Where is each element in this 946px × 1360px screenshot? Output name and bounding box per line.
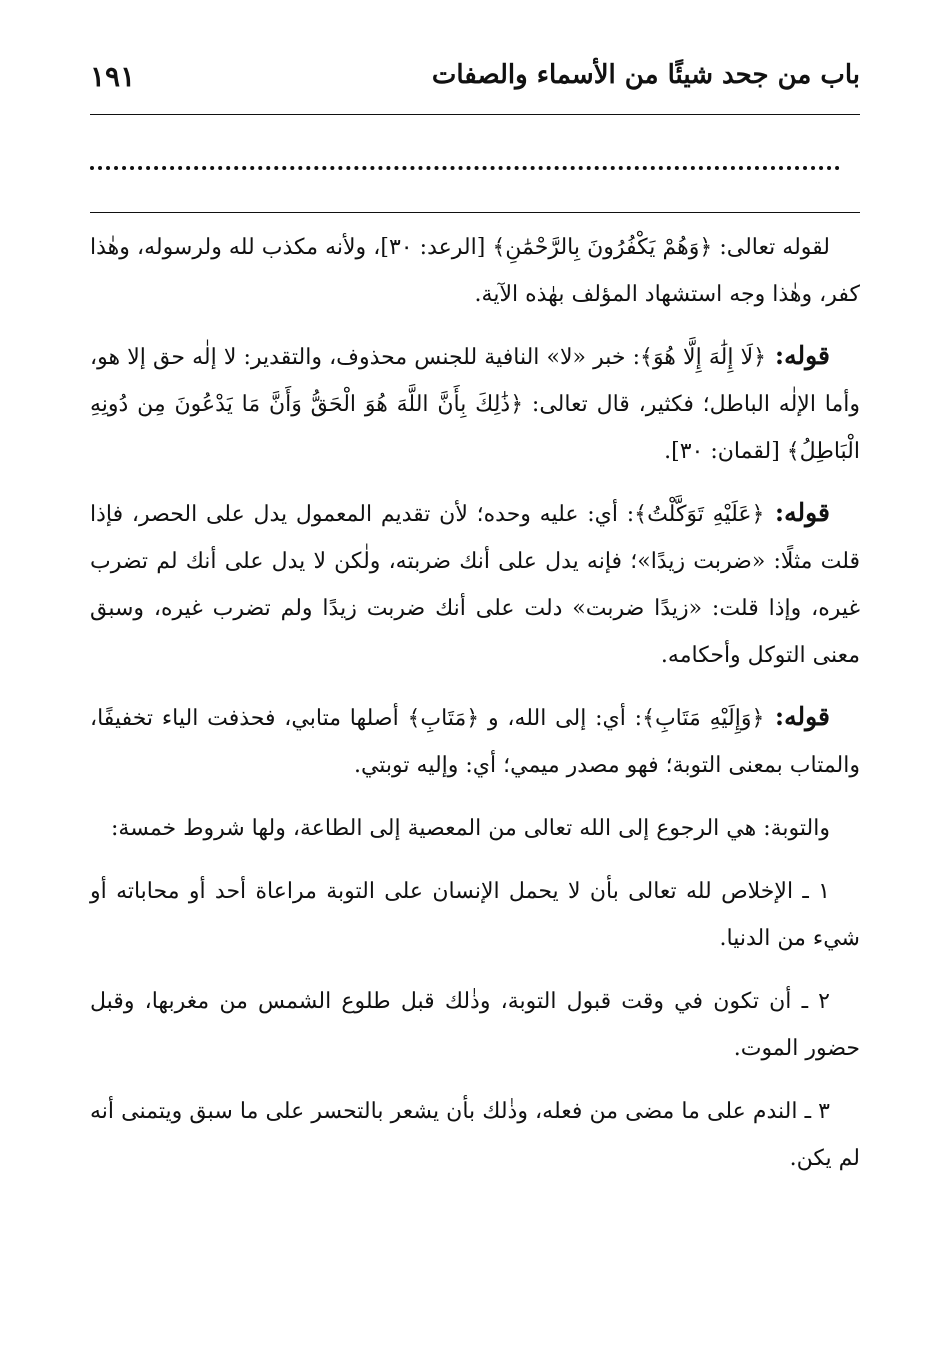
chapter-title: باب من جحد شيئًا من الأسماء والصفات: [431, 60, 860, 90]
paragraph: [90, 693, 860, 789]
paragraph-text: ٣ ـ الندم على ما مضى من فعله، وذٰلك بأن يشعر بالتحسر على ما سبق ويتمنى أنه لم يكن.: [90, 1099, 860, 1171]
paragraph-lead: قوله:: [764, 498, 830, 527]
paragraph-lead: قوله:: [764, 702, 830, 731]
dotted-separator: [90, 166, 840, 170]
paragraph-text: ﴿وَإِلَيْهِ مَتَابِ﴾: أي: إلى الله، و ﴿مَتَابِ﴾ أصلها متابي، فحذفت الياء تخفيفًا، والمتاب بمعنى التوبة؛ فهو مصدر ميمي؛ أي: وإليه توبتي.: [90, 706, 860, 778]
paragraph-text: ٢ ـ أن تكون في وقت قبول التوبة، وذٰلك قبل طلوع الشمس من مغربها، وقبل حضور الموت.: [90, 989, 860, 1061]
list-item: [90, 866, 860, 962]
paragraph-text: والتوبة: هي الرجوع إلى الله تعالى من المعصية إلى الطاعة، ولها شروط خمسة:: [111, 816, 830, 841]
paragraph: [90, 803, 860, 852]
paragraph-text: ﴿عَلَيْهِ تَوَكَّلْتُ﴾: أي: عليه وحده؛ لأن تقديم المعمول يدل على الحصر، فإذا قلت مثلًا: «ضربت زيدًا»؛ فإنه يدل على أنك ضربته، ولٰكن لا يدل على أنك لم تضرب غيره، وإذا قلت: «زيدًا ضربت» دلت على أنك ضربت زيدًا ولم تضرب غيره، وسبق معنى التوكل وأحكامه.: [90, 502, 861, 668]
paragraph: [90, 332, 860, 475]
paragraph-text: ﴿لَا إِلَٰهَ إِلَّا هُوَ﴾: خبر «لا» النافية للجنس محذوف، والتقدير: لا إلٰه حق إلا هو، وأما الإلٰه الباطل؛ فكثير، قال تعالى: ﴿ذَٰلِكَ بِأَنَّ اللَّهَ هُوَ الْحَقُّ وَأَنَّ مَا يَدْعُونَ مِن دُونِهِ الْبَاطِلُ﴾ [لقمان: ٣٠].: [90, 345, 860, 464]
page-number: ١٩١: [90, 60, 136, 93]
list-item: [90, 1086, 860, 1182]
book-page: [90, 0, 860, 1360]
paragraph-text: لقوله تعالى: ﴿وَهُمْ يَكْفُرُونَ بِالرَّحْمَٰنِ﴾ [الرعد: ٣٠]، ولأنه مكذب لله ولرسوله، وهٰذا كفر، وهٰذا وجه استشهاد المؤلف بهٰذه الآية.: [90, 235, 860, 307]
header-rule: [90, 114, 860, 115]
paragraph-lead: قوله:: [766, 341, 830, 370]
list-item: [90, 976, 860, 1072]
paragraph: [90, 222, 860, 318]
paragraph-text: ١ ـ الإخلاص لله تعالى بأن لا يحمل الإنسان على التوبة مراعاة أحد أو محاباته أو شيء من الدنيا.: [90, 879, 860, 951]
body-text: [90, 222, 860, 1196]
running-header: [90, 60, 860, 104]
section-rule: [90, 212, 860, 213]
paragraph: [90, 489, 860, 679]
